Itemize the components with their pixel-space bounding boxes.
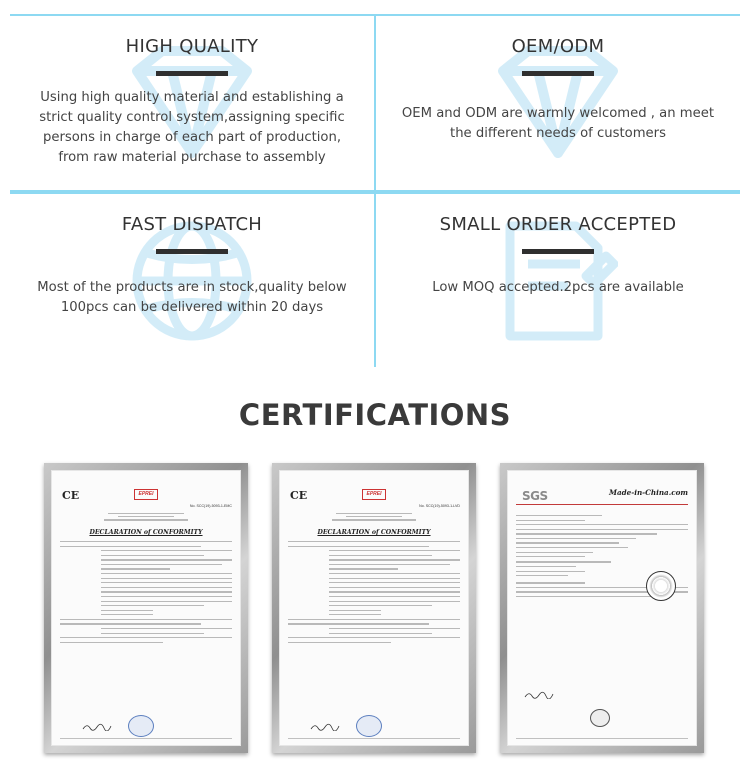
certificate-document <box>279 470 469 746</box>
declaration-heading: DECLARATION of CONFORMITY <box>317 529 431 536</box>
official-stamp <box>356 715 382 737</box>
signature-icon <box>82 723 112 731</box>
feature-description: Using high quality material and establishing a strict quality control system,assigning specific persons in charge of each part of production, from raw material purchase to assembly <box>39 90 345 165</box>
signature-icon <box>310 723 340 731</box>
report-number: No. SCC(19)-5093-1-EMC <box>189 504 232 508</box>
feature-fast-dispatch <box>10 194 374 368</box>
certificate-document <box>51 470 241 746</box>
header-rule <box>516 504 688 505</box>
feature-small-order <box>376 194 740 368</box>
feature-title: SMALL ORDER ACCEPTED <box>439 214 677 235</box>
made-in-china-logo: Made-in-China.com <box>609 488 688 497</box>
certificate-body <box>288 541 460 646</box>
certificate-frame[interactable] <box>272 463 476 753</box>
diamond-icon <box>483 43 633 163</box>
sgs-logo: SGS <box>522 489 548 503</box>
lab-address <box>280 513 468 521</box>
feature-title: FAST DISPATCH <box>121 214 263 235</box>
epre-badge: EPREI <box>134 489 158 500</box>
feature-description: OEM and ODM are warmly welcomed , an meet the different needs of customers <box>401 106 715 141</box>
sgs-stamp <box>590 709 610 727</box>
certification-seal <box>646 571 676 601</box>
footer-rule <box>516 738 688 739</box>
title-underline <box>156 71 228 76</box>
features-grid <box>10 14 740 367</box>
declaration-heading: DECLARATION of CONFORMITY <box>89 529 203 536</box>
lab-address <box>52 513 240 521</box>
title-underline <box>522 249 594 254</box>
feature-description: Low MOQ accepted.2pcs are available <box>432 280 684 295</box>
footer-rule <box>60 738 232 739</box>
ce-mark: CE <box>62 489 80 502</box>
epre-badge: EPREI <box>362 489 386 500</box>
feature-oem-odm <box>376 16 740 190</box>
footer-rule <box>288 738 460 739</box>
certificate-frame[interactable] <box>44 463 248 753</box>
official-stamp <box>128 715 154 737</box>
signature-icon <box>524 691 554 699</box>
feature-description: Most of the products are in stock,quality below 100pcs can be delivered within 20 days <box>37 280 347 315</box>
feature-title: HIGH QUALITY <box>125 36 259 57</box>
title-underline <box>156 249 228 254</box>
report-number: No. SCC(19)-5093-1-LVD <box>419 504 460 508</box>
feature-high-quality <box>10 16 374 190</box>
title-underline <box>522 71 594 76</box>
certificate-document <box>507 470 697 746</box>
certificate-body <box>60 541 232 646</box>
certificate-frame[interactable] <box>500 463 704 753</box>
feature-title: OEM/ODM <box>511 36 605 57</box>
certifications-heading: CERTIFICATIONS <box>238 398 512 432</box>
ce-mark: CE <box>290 489 308 502</box>
